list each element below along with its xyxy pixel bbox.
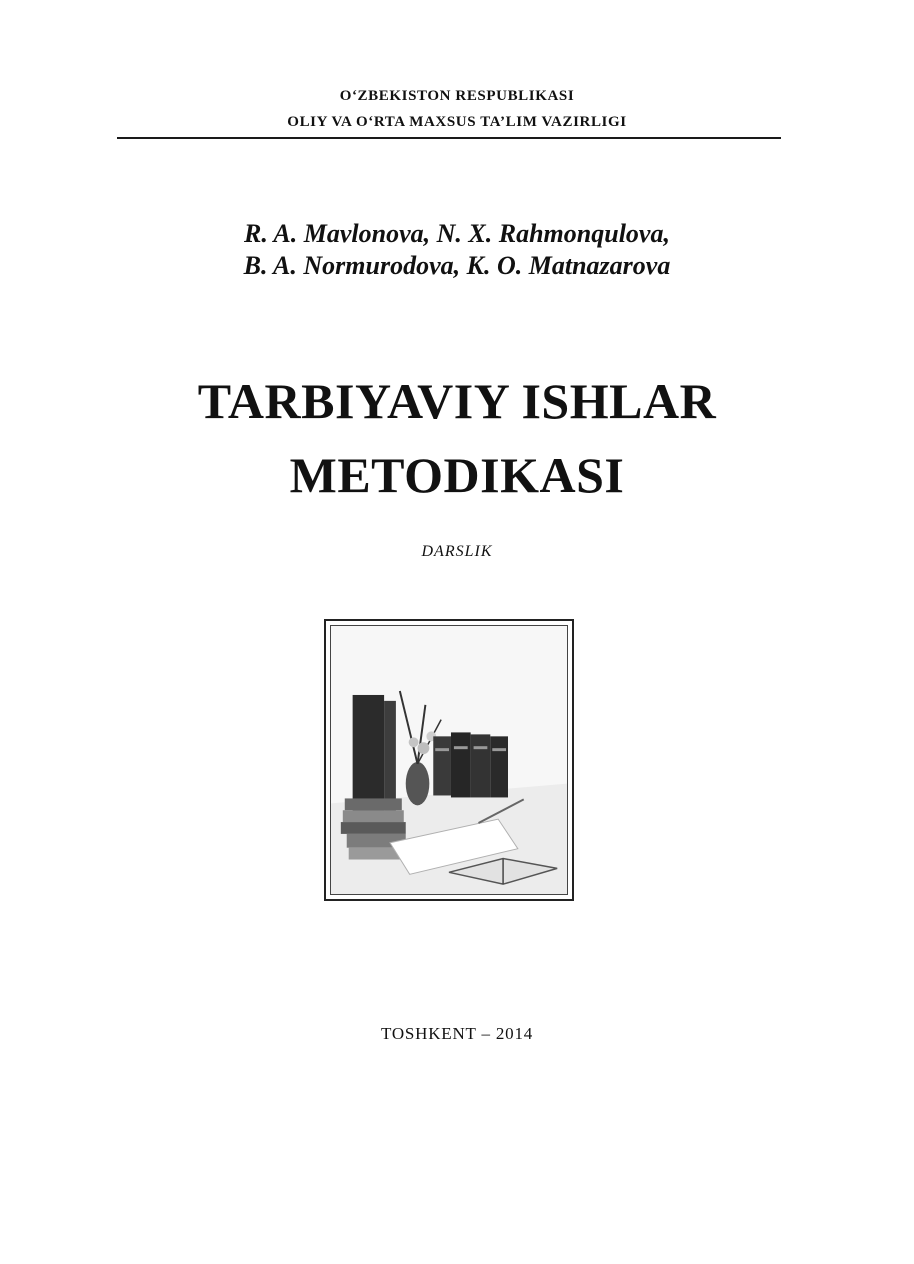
- authors-line-2: B. A. Normurodova, K. O. Matnazarova: [243, 251, 671, 280]
- cover-illustration: [330, 625, 568, 895]
- book-title-line-2: METODIKASI: [289, 447, 625, 503]
- book-title-line-1: TARBIYAVIY ISHLAR: [197, 373, 717, 429]
- header-rule: [117, 137, 781, 139]
- imprint-place-year: TOSHKENT – 2014: [380, 1024, 534, 1043]
- authors-line-1: R. A. Mavlonova, N. X. Rahmonqulova,: [244, 219, 670, 248]
- ministry-line-2: OLIY VA O‘RTA MAXSUS TA’LIM VAZIRLIGI: [287, 114, 627, 130]
- book-type-label: DARSLIK: [421, 543, 493, 560]
- books-still-life-icon: [331, 626, 567, 894]
- cover-illustration-frame: [324, 619, 574, 901]
- ministry-line-1: O‘ZBEKISTON RESPUBLIKASI: [339, 88, 575, 104]
